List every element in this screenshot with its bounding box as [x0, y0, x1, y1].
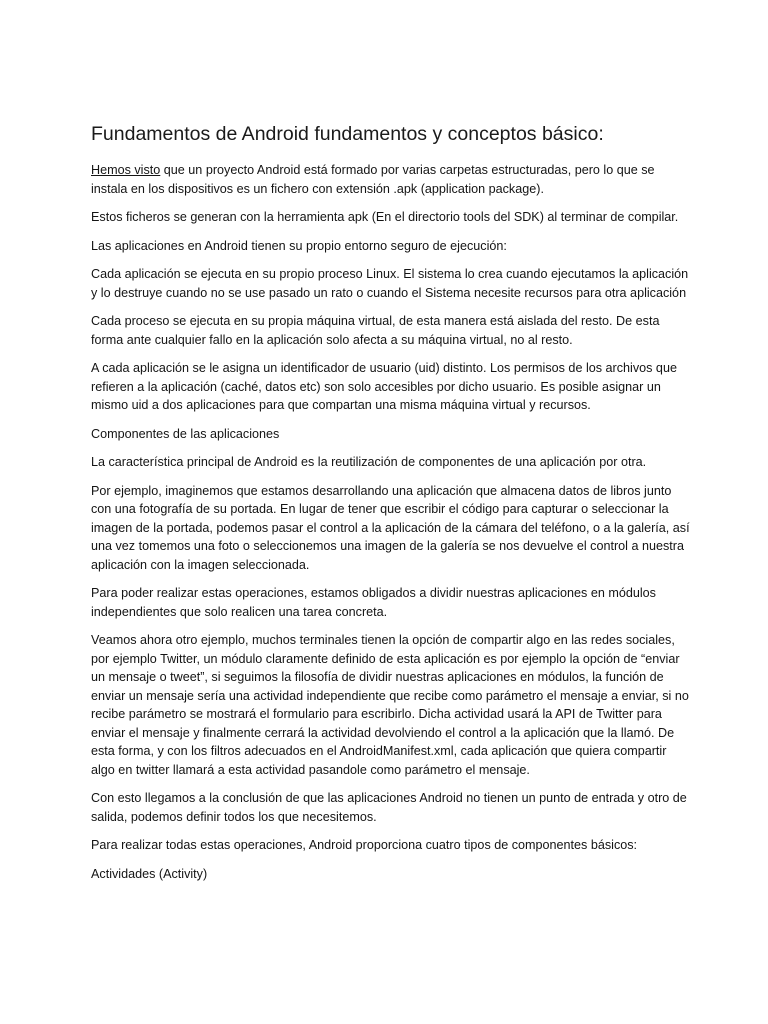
paragraph-linux-process: Cada aplicación se ejecuta en su propio proceso Linux. El sistema lo crea cuando ejecutamos la aplicación y lo destruye cuando no se use pasado un rato o cuando el Sistema necesite recursos para otra aplicación: [91, 267, 689, 300]
paragraph-reuse: La característica principal de Android es la reutilización de componentes de una aplicación por otra.: [91, 455, 647, 469]
section-heading-components: Componentes de las aplicaciones: [91, 426, 280, 441]
paragraph-component-types: Para realizar todas estas operaciones, Android proporciona cuatro tipos de componentes básicos:: [91, 838, 638, 852]
paragraph-conclusion: Con esto llegamos a la conclusión de que las aplicaciones Android no tienen un punto de entrada y otro de salida, podemos definir todos los que necesitemos.: [91, 791, 687, 824]
paragraph-apk-generation: Estos ficheros se generan con la herramienta apk (En el directorio tools del SDK) al terminar de compilar.: [91, 210, 679, 224]
heading-activities: Actividades (Activity): [91, 866, 208, 881]
document-body: [91, 121, 691, 893]
paragraph-modules: Para poder realizar estas operaciones, estamos obligados a dividir nuestras aplicaciones en módulos independientes que solo realicen una tarea concreta.: [91, 586, 656, 619]
paragraph-virtual-machine: Cada proceso se ejecuta en su propia máquina virtual, de esta manera está aislada del resto. De esta forma ante cualquier fallo en la aplicación solo afecta a su máquina virtual, no al resto.: [91, 314, 660, 347]
paragraph-secure-environment: Las aplicaciones en Android tienen su propio entorno seguro de ejecución:: [91, 238, 507, 253]
document-title: Fundamentos de Android fundamentos y conceptos básico:: [91, 123, 604, 145]
paragraph-user-id: A cada aplicación se le asigna un identificador de usuario (uid) distinto. Los permisos de los archivos que refieren a la aplicación (caché, datos etc) son solo accesibles por dicho usuario. Es posible asignar un mismo uid a dos aplicaciones para que compartan una misma máquina virtual y recursos.: [91, 361, 677, 412]
hemos-visto-link[interactable]: Hemos visto: [91, 163, 161, 177]
paragraph-intro: [91, 161, 691, 198]
paragraph-example-twitter: Veamos ahora otro ejemplo, muchos terminales tienen la opción de compartir algo en las redes sociales, por ejemplo Twitter, un módulo claramente definido de esta aplicación es por ejemplo la opción de “enviar un mensaje o tweet”, si seguimos la filosofía de dividir nuestras aplicaciones en módulos, la función de enviar un mensaje sería una actividad independiente que recibe como parámetro el mensaje a enviar, si no recibe parámetro se mostrará el formulario para escribirlo. Dicha actividad usará la API de Twitter para enviar el mensaje y finalmente cerrará la actividad devolviendo el control a la aplicación que la llamó. De esta forma, y con los filtros adecuados en el AndroidManifest.xml, cada aplicación que quiera compartir algo en twitter llamará a esta actividad pasandole como parámetro el mensaje.: [91, 633, 689, 777]
paragraph-intro-text: que un proyecto Android está formado por varias carpetas estructuradas, pero lo que se instala en los dispositivos es un fichero con extensión .apk (application package).: [91, 163, 655, 196]
paragraph-example-books: Por ejemplo, imaginemos que estamos desarrollando una aplicación que almacena datos de libros junto con una fotografía de su portada. En lugar de tener que escribir el código para capturar o seleccionar la imagen de la portada, podemos pasar el control a la aplicación de la cámara del teléfono, o a la galería, así una vez tomemos una foto o seleccionemos una imagen de la galería se nos devuelve el control a nuestra aplicación con la imagen seleccionada.: [91, 483, 690, 572]
